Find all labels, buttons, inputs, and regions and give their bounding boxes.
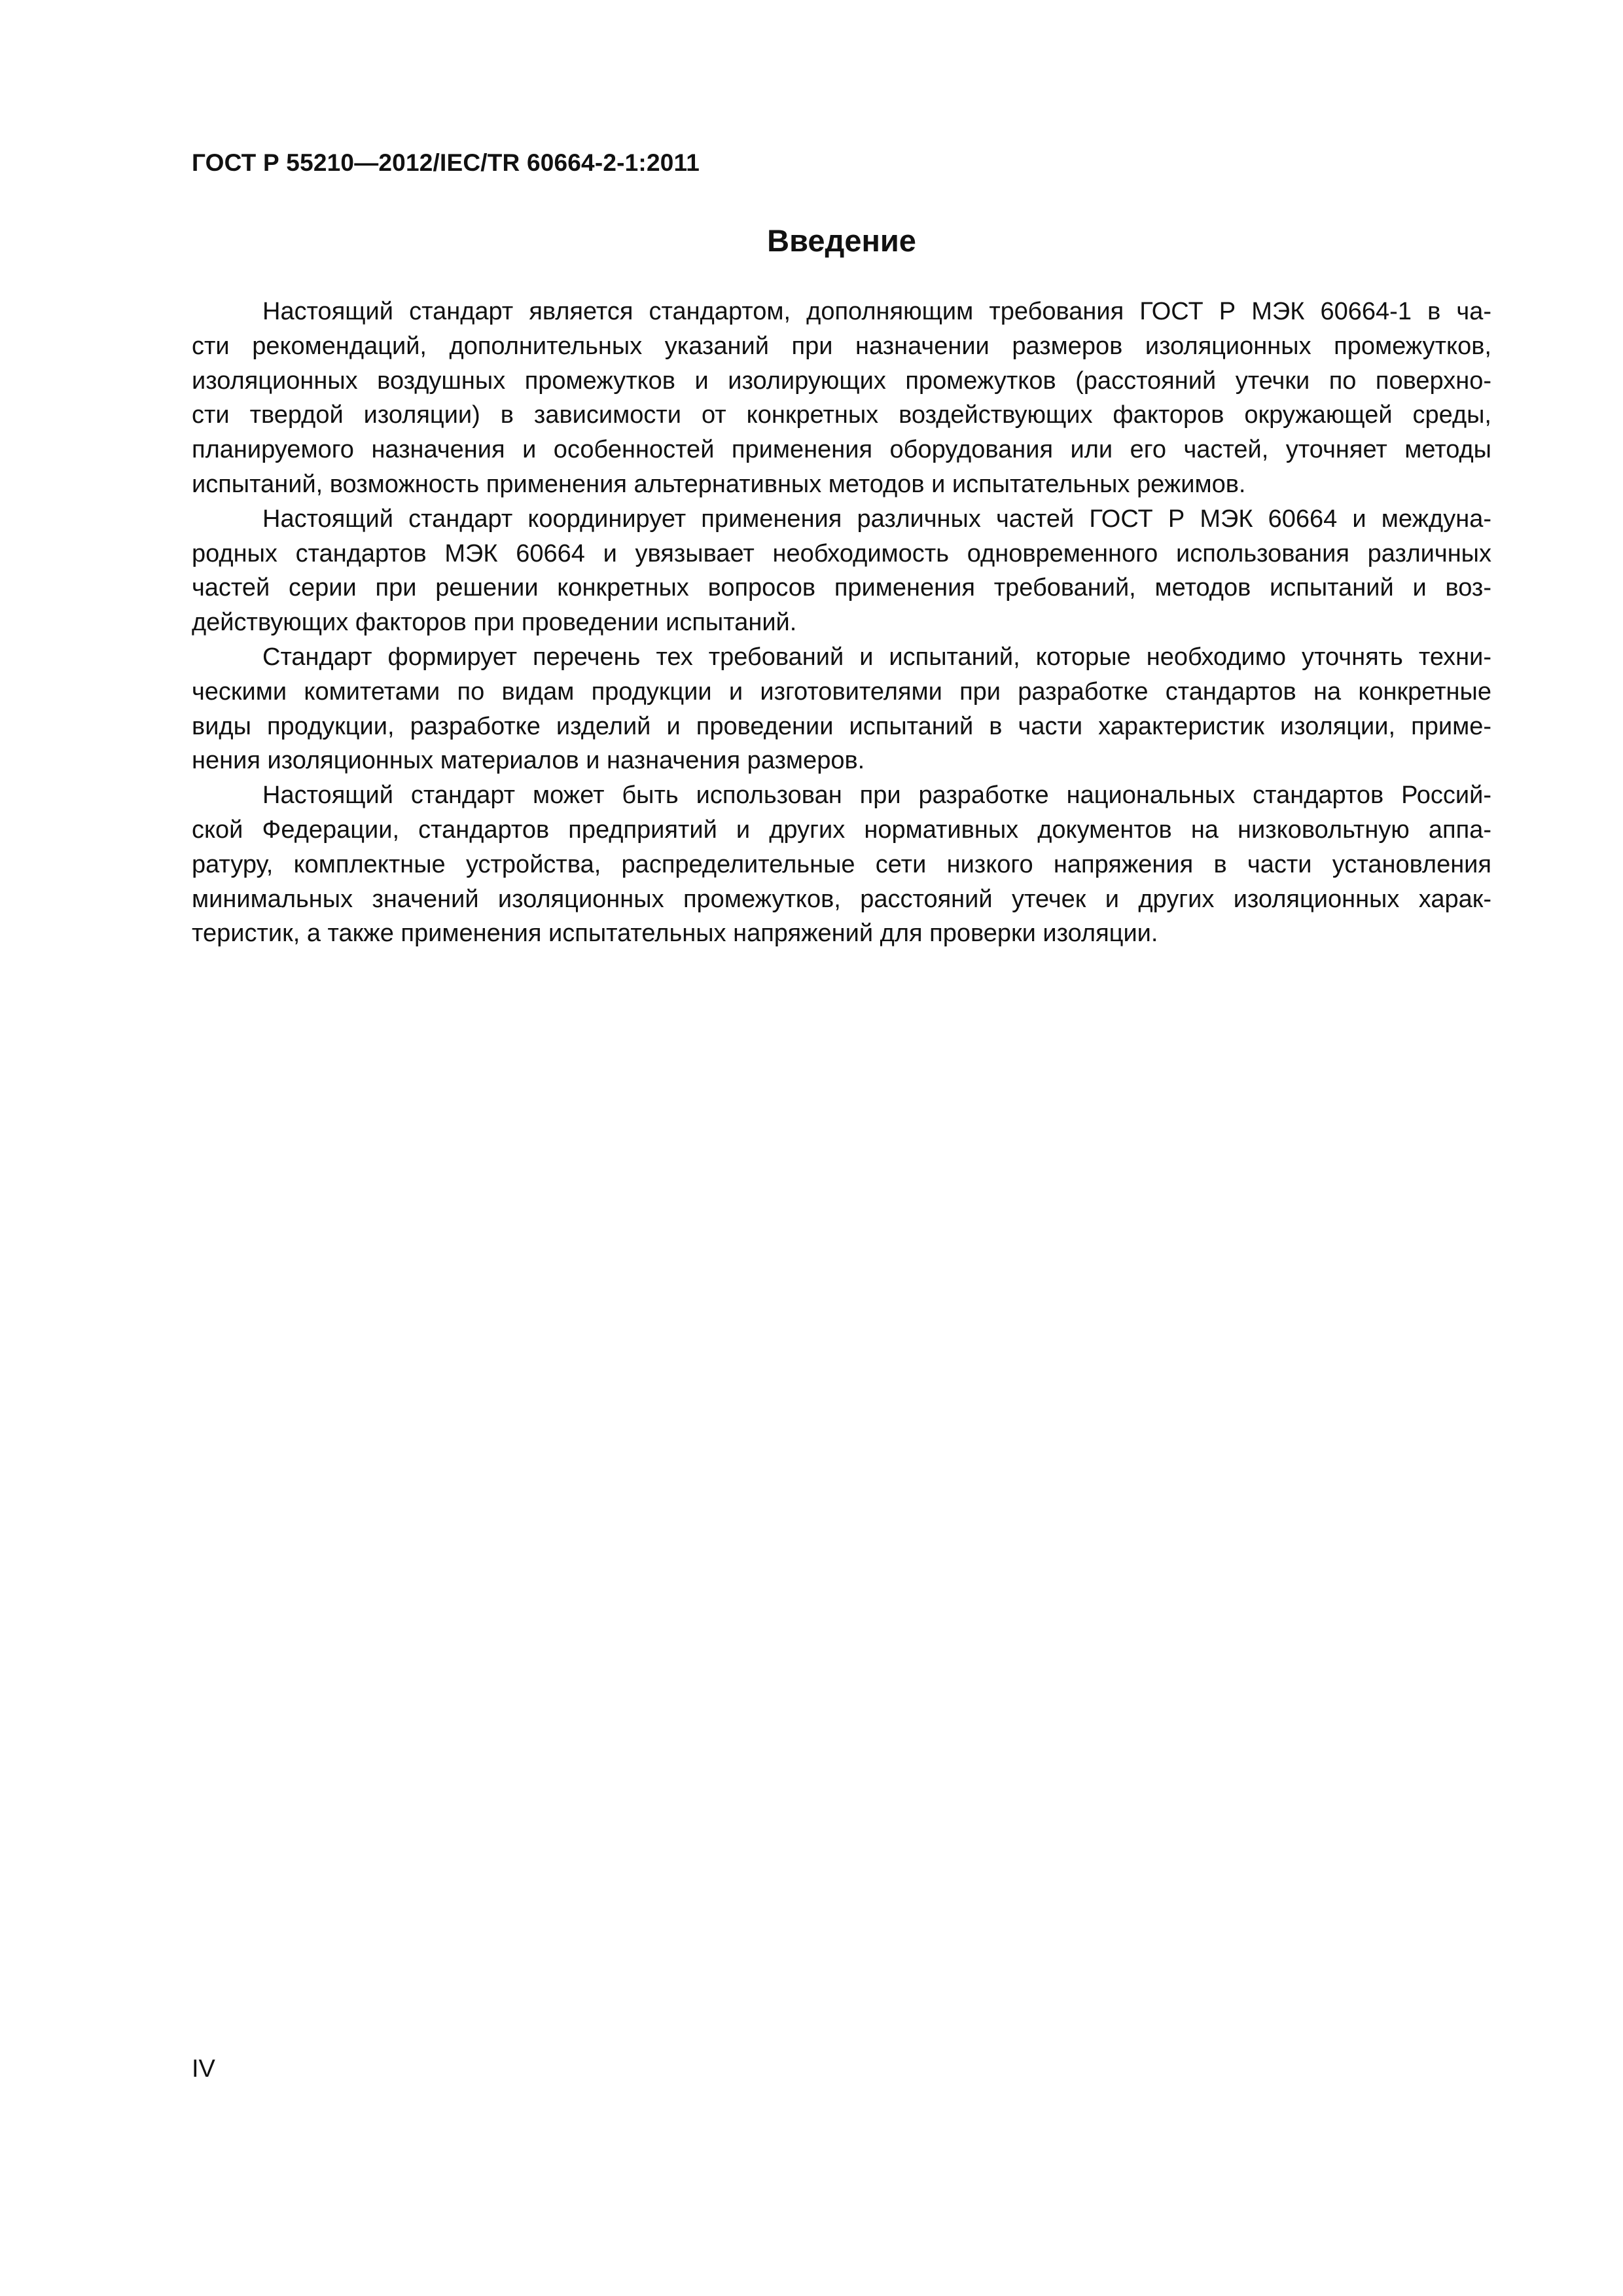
text-line: Настоящий стандарт может быть использован при разработке национальных стандартов Россий- (262, 781, 1491, 810)
text-line: минимальных значений изоляционных промежутков, расстояний утечек и других изоляционных харак- (192, 885, 1491, 913)
section-title: Введение (767, 223, 916, 258)
text-line: планируемого назначения и особенностей применения оборудования или его частей, уточняет методы (192, 436, 1491, 464)
text-line: частей серии при решении конкретных вопросов применения требований, методов испытаний и воз- (192, 574, 1491, 602)
text-line: ской Федерации, стандартов предприятий и других нормативных документов на низковольтную аппа- (192, 816, 1491, 844)
text-line: родных стандартов МЭК 60664 и увязывает необходимость одновременного использования различных (192, 539, 1491, 567)
text-line: виды продукции, разработке изделий и проведении испытаний в части характеристик изоляции, приме- (192, 712, 1491, 740)
text-line: действующих факторов при проведении испытаний. (192, 609, 797, 637)
text-line: нения изоляционных материалов и назначения размеров. (192, 747, 865, 775)
text-line: испытаний, возможность применения альтернативных методов и испытательных режимов. (192, 470, 1246, 498)
text-line: Настоящий стандарт координирует применения различных частей ГОСТ Р МЭК 60664 и междуна- (262, 505, 1491, 533)
text-line: сти рекомендаций, дополнительных указаний при назначении размеров изоляционных промежутков, (192, 332, 1491, 360)
text-line: Настоящий стандарт является стандартом, дополняющим требования ГОСТ Р МЭК 60664-1 в ча- (262, 298, 1491, 325)
text-line: ратуру, комплектные устройства, распределительные сети низкого напряжения в части установления (192, 850, 1491, 878)
text-line: изоляционных воздушных промежутков и изолирующих промежутков (расстояний утечки по поверхно- (192, 367, 1491, 395)
page-number: IV (192, 2055, 215, 2083)
text-line: Стандарт формирует перечень тех требований и испытаний, которые необходимо уточнять техни- (262, 643, 1491, 671)
text-line: ческими комитетами по видам продукции и изготовителями при разработке стандартов на конкретные (192, 677, 1491, 706)
text-line: теристик, а также применения испытательных напряжений для проверки изоляции. (192, 920, 1158, 948)
introduction-text (192, 295, 1491, 951)
document-header: ГОСТ Р 55210—2012/IEC/TR 60664-2-1:2011 (192, 149, 700, 176)
text-line: сти твердой изоляции) в зависимости от конкретных воздействующих факторов окружающей среды, (192, 401, 1491, 429)
